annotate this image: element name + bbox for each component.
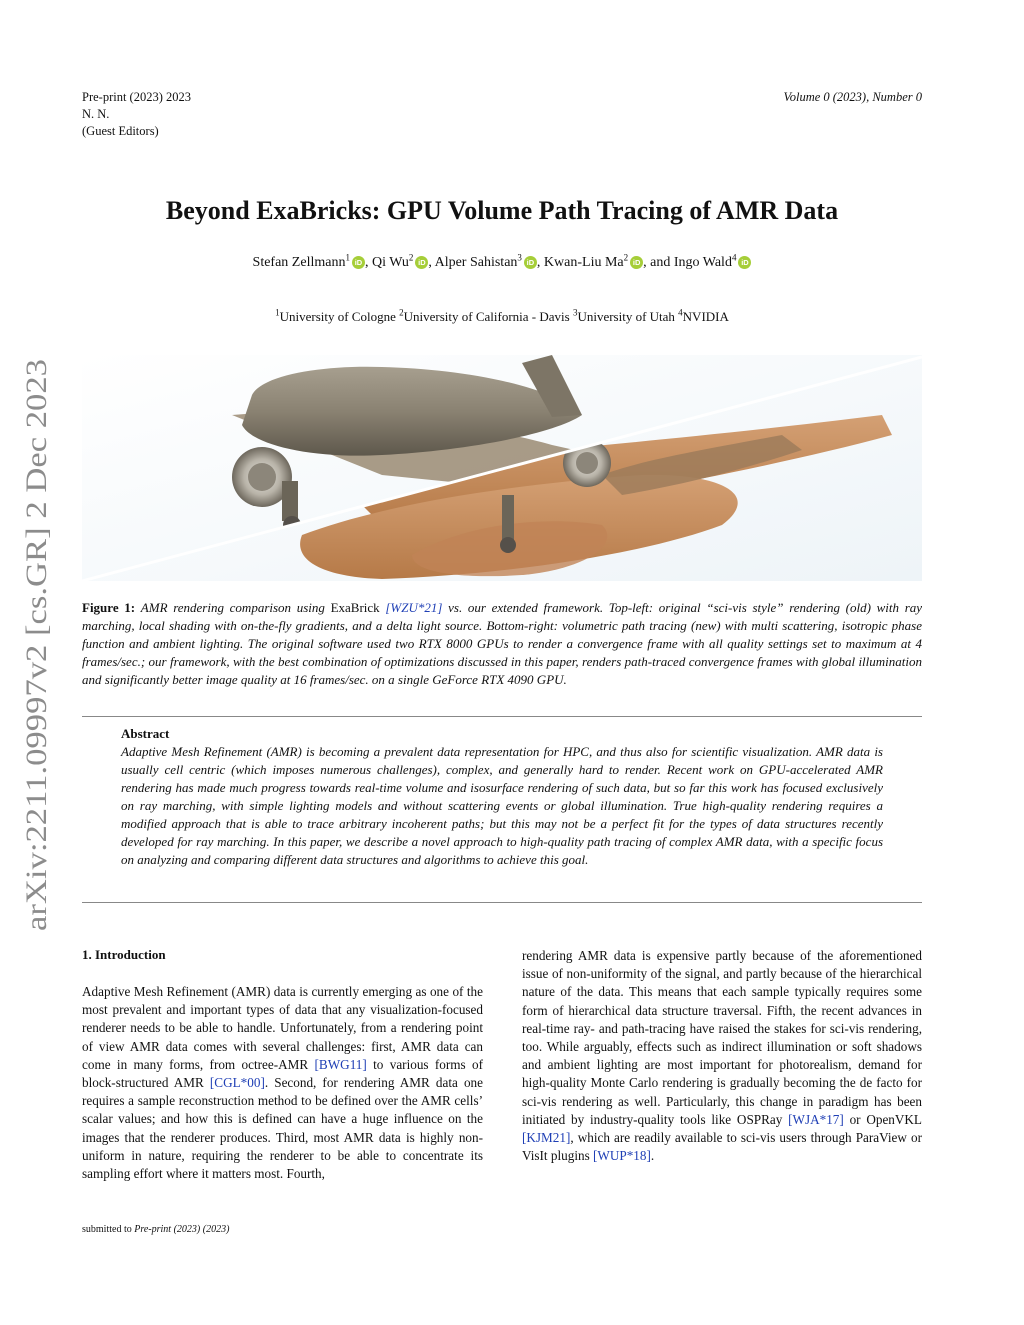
body-column-right (522, 947, 922, 1165)
abstract-text: Adaptive Mesh Refinement (AMR) is becoming a prevalent data representation for HPC, and thus also for scientific visualization. AMR data is usually cell centric (which imposes numerous challenges), complex, and generally hard to render. Recent work on GPU-accelerated AMR rendering has made much progress towards real-time volume and isosurface rendering of such data, but so far this work has focused exclusively on ray marching, with simple lighting models and without scattering events or global illumination. True high-quality rendering requires a modified approach that is able to trace arbitrary incoherent paths; but this may not be a perfect fit for the types of data structures recently developed for ray marching. In this paper, we describe a novel approach to high-quality path tracing of complex AMR data, with a specific focus on analyzing and comparing different data structures and algorithms to achieve this goal. (121, 744, 883, 867)
paragraph-text: . Second, for rendering AMR data one requires a sample reconstruction method to be defined over the AMR cells’ scalar values; and how this is defined can have a huge influence on the images that the renderer produces. Third, most AMR data is highly non-uniform in nature, requiring the renderer to be able to concentrate its sampling effort where it matters most. Fourth, (82, 1075, 483, 1182)
author: Stefan Zellmann$^1$iD , (252, 252, 372, 270)
paragraph-text: or OpenVKL (843, 1111, 922, 1127)
orcid-icon[interactable]: iD (352, 256, 365, 269)
body-column-left (82, 983, 483, 1183)
affiliations: $^1$University of Cologne $^2$University of California - Davis $^3$University of Utah $^4$NVIDIA (275, 307, 729, 324)
footer-venue: Pre-print (2023) (2023) (134, 1224, 230, 1235)
running-header-left (82, 89, 191, 140)
author: Ingo Wald$^4$iD (674, 255, 752, 270)
orcid-icon[interactable]: iD (630, 256, 643, 269)
teaser-figure (82, 355, 922, 581)
abstract-heading: Abstract (121, 726, 170, 741)
header-line: (Guest Editors) (82, 124, 159, 138)
affiliation: University of California - Davis (403, 309, 570, 324)
citation-link[interactable]: [KJM21] (522, 1130, 571, 1146)
header-line: Pre-print (2023) 2023 (82, 90, 192, 104)
citation-link[interactable]: [WZU*21] (385, 600, 443, 615)
orcid-icon[interactable]: iD (738, 256, 751, 269)
figure-label: Figure 1: (82, 600, 136, 615)
rule-divider (82, 902, 922, 903)
paragraph-text: rendering AMR data is expensive partly because of the aforementioned issue of non-uniformity of the signal, and partly because of the hierarchical nature of the data. This means that each sample typically requires some form of hierarchical data structure traversal. Fifth, the recent advances in real-time ray- and path-tracing have raised the stakes for sci-vis rendering, too. While arguably, effects such as indirect illumination or soft shadows and ambient lighting are most important for photorealism, demand for high-quality Monte Carlo rendering is gradually becoming the de facto for sci-vis rendering as well. Particularly, this change in paradigm has been initiated by industry-quality tools like OSPRay (522, 948, 922, 1127)
author-list (0, 252, 1004, 271)
author: Kwan-Liu Ma$^2$iD , and (543, 252, 674, 270)
paragraph-text: Adaptive Mesh Refinement (AMR) data is currently emerging as one of the most prevalent and important types of data that any visualization-focused renderer needs to be able to handle. Unfortunately, from a rendering point of view AMR data comes with several challenges: first, AMR data can come in many forms, from octree-AMR (82, 984, 483, 1072)
affiliation: NVIDIA (682, 309, 729, 324)
exabrick-name: ExaBrick (330, 600, 380, 615)
author: Qi Wu$^2$iD , (371, 252, 435, 270)
citation-link[interactable]: [WJA*17] (788, 1111, 844, 1127)
paper-title: Beyond ExaBricks: GPU Volume Path Tracing of AMR Data (165, 196, 839, 225)
section-heading: 1. Introduction (82, 947, 166, 962)
running-header-right: Volume 0 (2023), Number 0 (783, 90, 922, 104)
affiliation: University of Utah (577, 309, 675, 324)
arxiv-stamp (14, 357, 54, 932)
paragraph-text: , which are readily available to sci-vis users through ParaView or VisIt plugins (522, 1130, 922, 1164)
citation-link[interactable]: [BWG11] (314, 1056, 367, 1072)
orcid-icon[interactable]: iD (524, 256, 537, 269)
paragraph-text: to various forms of block-structured AMR (82, 1056, 483, 1091)
page-footer: submitted to Pre-print (2023) (2023) (82, 1224, 230, 1235)
author: Alper Sahistan$^3$iD , (434, 252, 544, 270)
header-line: N. N. (82, 107, 110, 121)
aircraft-rendering-image (82, 355, 922, 581)
rule-divider (82, 716, 922, 717)
citation-link[interactable]: [WUP*18] (593, 1148, 651, 1164)
paragraph-text: . (650, 1148, 655, 1164)
figure-caption: Figure 1: AMR rendering comparison using ExaBrick [WZU*21] vs. our extended framework. Top-left: original “sci-vis style” rendering (old) with ray marching, local shading with on-the-fly gradients, and a delta light source. Bottom-right: volumetric path tracing (new) with multi scattering, isotropic phase function and ambient lighting. The original software used two RTX 8000 GPUs to render a convergence frame with all quality settings set to maximum at 4 frames/sec.; our framework, with the best combination of optimizations discussed in this paper, renders path-traced convergence frames with global illumination and significantly better image quality at 16 frames/sec. on a single GeForce RTX 4090 GPU. (82, 600, 923, 687)
citation-link[interactable]: [CGL*00] (209, 1075, 265, 1091)
arxiv-stamp-text: arXiv:2211.09997v2 [cs.GR] 2 Dec 2023 (20, 435, 53, 931)
affiliation: University of Cologne (279, 309, 396, 324)
orcid-icon[interactable]: iD (415, 256, 428, 269)
